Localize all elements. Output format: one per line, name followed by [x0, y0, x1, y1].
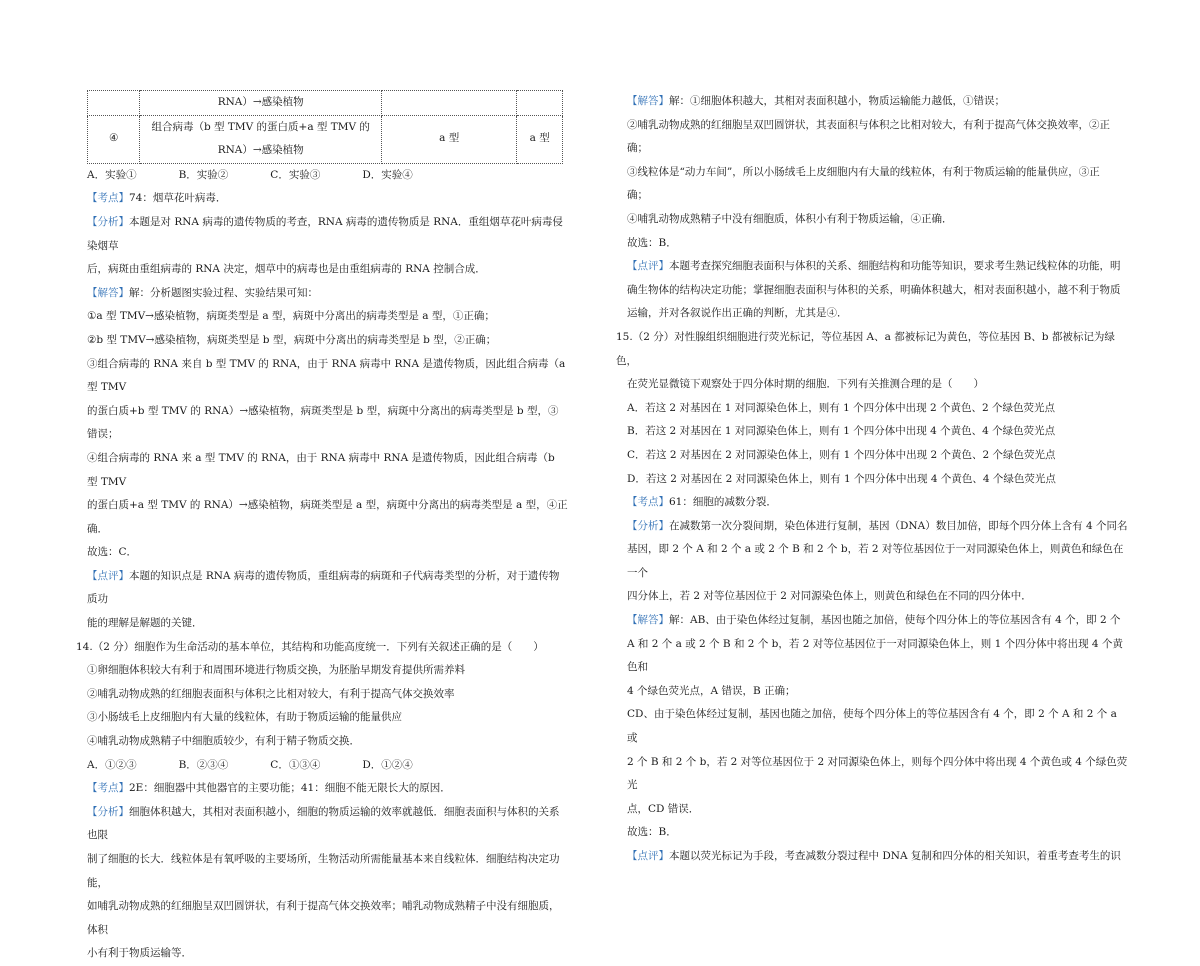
q15-dianping	[616, 845, 1128, 869]
text-line: 在荧光显微镜下观察处于四分体时期的细胞．下列有关推测合理的是（ ）	[627, 378, 984, 391]
text-line: ③小肠绒毛上皮细胞内有大量的线粒体，有助于物质运输的能量供应	[87, 711, 402, 724]
text-line: 四分体上，若 2 对等位基因位于 2 对同源染色体上，则黄色和绿色在不同的四分体中．	[627, 590, 1032, 603]
section-tag: 【考点】	[627, 496, 669, 509]
q13-dianping	[76, 565, 568, 612]
text-line: 如哺乳动物成熟的红细胞呈双凹圆饼状，有利于提高气体交换效率；哺乳动物成熟精子中没有细胞质，体积	[87, 900, 560, 936]
q15-jieda	[616, 609, 1128, 633]
section-text: 解：AB、由于染色体经过复制，基因也随之加倍，使每个四分体上的等位基因含有 4 个，即 2 个	[669, 614, 1121, 627]
experiment-table	[87, 90, 563, 164]
text-line: 的蛋白质+b 型 TMV 的 RNA）→感染植物，病斑类型是 b 型，病斑中分离出的病毒类型是 b 型，③错误；	[87, 404, 559, 441]
table-cell	[88, 91, 140, 116]
section-tag: 【解答】	[627, 95, 669, 107]
q14-kaodian	[76, 777, 568, 801]
section-tag: 【点评】	[627, 260, 669, 273]
section-tag: 【分析】	[87, 215, 129, 228]
section-text: 本题是对 RNA 病毒的遗传物质的考查，RNA 病毒的遗传物质是 RNA．重组烟草花叶病毒侵染烟草	[87, 215, 563, 252]
table-cell	[381, 91, 516, 116]
section-tag: 【考点】	[87, 782, 129, 795]
q15-kaodian	[616, 491, 1128, 515]
section-tag: 【解答】	[87, 286, 129, 299]
q14-stem: 14.（2 分）细胞作为生命活动的基本单位，其结构和功能高度统一．下列有关叙述正确的是（ ）	[76, 640, 544, 653]
text-line: A 和 2 个 a 或 2 个 B 和 2 个 b，若 2 对等位基因位于一对同源染色体上，则 1 个四分体中将出现 4 个黄色和	[627, 637, 1123, 674]
text-line: 确；	[627, 189, 648, 202]
text-line: ①a 型 TMV→感染植物，病斑类型是 a 型，病斑中分离出的病毒类型是 a 型，①正确；	[87, 310, 495, 323]
cell-line: RNA）→感染植物	[217, 144, 304, 157]
section-tag: 【点评】	[87, 569, 129, 582]
text-line: 后，病斑由重组病毒的 RNA 决定，烟草中的病毒也是由重组病毒的 RNA 控制合成．	[87, 263, 486, 276]
option-b: B．若这 2 对基因在 1 对同源染色体上，则有 1 个四分体中出现 4 个黄色、4 个绿色荧光点	[627, 425, 1056, 438]
answer-line: 故选：B．	[627, 236, 677, 249]
q14-jieda	[616, 90, 1128, 114]
section-tag: 【点评】	[627, 850, 669, 862]
table-cell	[140, 115, 381, 163]
section-tag: 【分析】	[627, 519, 669, 532]
text-line: 的蛋白质+a 型 TMV 的 RNA）→感染植物，病斑类型是 a 型，病斑中分离出的病毒类型是 a 型，④正确．	[87, 499, 568, 535]
text-line: 能的理解是解题的关键．	[87, 617, 203, 630]
text-line: CD、由于染色体经过复制，基因也随之加倍，使每个四分体上的等位基因含有 4 个，即 2 个 A 和 2 个 a 或	[627, 708, 1117, 745]
table-row	[88, 115, 563, 163]
table-cell: ④	[88, 115, 140, 163]
table-cell: a 型	[517, 115, 563, 163]
text-line: ②b 型 TMV→感染植物，病斑类型是 b 型，病斑中分离出的病毒类型是 b 型，②正确；	[87, 333, 497, 346]
section-text: 本题的知识点是 RNA 病毒的遗传物质，重组病毒的病斑和子代病毒类型的分析，对于遗传物质功	[87, 569, 560, 606]
left-column	[76, 0, 568, 966]
section-tag: 【考点】	[87, 192, 129, 205]
section-text: 本题考查探究细胞表面积与体积的关系、细胞结构和功能等知识，要求考生熟记线粒体的功能，明	[669, 260, 1121, 273]
text-line: 基因，即 2 个 A 和 2 个 a 或 2 个 B 和 2 个 b，若 2 对等位基因位于一对同源染色体上，则黄色和绿色在一个	[627, 543, 1124, 579]
option-d: D．若这 2 对基因在 2 对同源染色体上，则有 1 个四分体中出现 4 个黄色、4 个绿色荧光点	[627, 472, 1056, 485]
table-cell	[517, 91, 563, 116]
text-line: ④组合病毒的 RNA 来 a 型 TMV 的 RNA，由于 RNA 病毒中 RNA 是遗传物质，因此组合病毒（b 型 TMV	[87, 451, 555, 488]
answer-line: 故选：B．	[627, 826, 677, 839]
q13-fenxi	[76, 211, 568, 258]
section-text: 61：细胞的减数分裂．	[669, 496, 777, 509]
q15-stem: 15.（2 分）对性腺组织细胞进行荧光标记，等位基因 A、a 都被标记为黄色，等位基因 B、b 都被标记为绿色，	[616, 330, 1115, 367]
text-line: 4 个绿色荧光点，A 错误，B 正确；	[627, 684, 796, 697]
section-text: 74：烟草花叶病毒．	[129, 192, 227, 205]
text-line: ④哺乳动物成熟精子中细胞质较少，有利于精子物质交换．	[87, 735, 360, 748]
text-line: 运输，并对各叙说作出正确的判断，尤其是④．	[627, 307, 848, 320]
section-text: 解：①细胞体积越大，其相对表面积越小，物质运输能力越低，①错误；	[669, 95, 1005, 107]
q14-fenxi	[76, 801, 568, 848]
section-tag: 【解答】	[627, 614, 669, 627]
text-line: ③线粒体是“动力车间”，所以小肠绒毛上皮细胞内有大量的线粒体，有利于物质运输的能量供应，③正	[627, 165, 1100, 178]
table-row	[88, 91, 563, 116]
text-line: 制了细胞的长大．线粒体是有氧呼吸的主要场所，生物活动所需能量基本来自线粒体．细胞结构决定功能，	[87, 853, 560, 889]
text-line: ③组合病毒的 RNA 来自 b 型 TMV 的 RNA，由于 RNA 病毒中 RNA 是遗传物质，因此组合病毒（a 型 TMV	[87, 357, 566, 394]
option-c: C．若这 2 对基因在 2 对同源染色体上，则有 1 个四分体中出现 2 个黄色、2 个绿色荧光点	[627, 448, 1056, 461]
text-line: ④哺乳动物成熟精子中没有细胞质，体积小有利于物质运输，④正确．	[627, 212, 953, 225]
text-line: ②哺乳动物成熟的红细胞表面积与体积之比相对较大，有利于提高气体交换效率	[87, 687, 455, 700]
text-line: 确生物体的结构决定功能；掌握细胞表面积与体积的关系，明确体积越大，相对表面积越小，越不利于物质	[627, 283, 1121, 296]
q14-dianping	[616, 255, 1128, 279]
section-text: 解：分析题图实验过程、实验结果可知：	[129, 286, 318, 299]
text-line: 2 个 B 和 2 个 b，若 2 对等位基因位于 2 对同源染色体上，则每个四分体中将出现 4 个黄色或 4 个绿色荧光	[627, 755, 1128, 792]
table-cell: a 型	[381, 115, 516, 163]
table-cell: RNA）→感染植物	[140, 91, 381, 116]
section-text: 在减数第一次分裂间期，染色体进行复制，基因（DNA）数目加倍，即每个四分体上含有 4 个同名	[669, 519, 1128, 532]
answer-line: 故选：C．	[87, 546, 138, 559]
q13-options: A．实验① B．实验② C．实验③ D．实验④	[87, 168, 413, 181]
text-line: ②哺乳动物成熟的红细胞呈双凹圆饼状，其表面积与体积之比相对较大，有利于提高气体交换效率，②正	[627, 118, 1110, 131]
right-column	[616, 90, 1128, 869]
section-text: 2E：细胞器中其他器官的主要功能；41：细胞不能无限长大的原因．	[129, 782, 451, 795]
text-line: 确；	[627, 142, 648, 155]
q13-jieda	[76, 282, 568, 306]
cell-line: 组合病毒（b 型 TMV 的蛋白质+a 型 TMV 的	[151, 120, 370, 133]
section-text: 细胞体积越大，其相对表面积越小，细胞的物质运输的效率就越低．细胞表面积与体积的关系也限	[87, 805, 560, 842]
q13-kaodian	[76, 187, 568, 211]
text-line: 小有利于物质运输等．	[87, 947, 192, 960]
q15-fenxi	[616, 515, 1128, 539]
q14-options: A．①②③ B．②③④ C．①③④ D．①②④	[87, 758, 413, 771]
option-a: A．若这 2 对基因在 1 对同源染色体上，则有 1 个四分体中出现 2 个黄色、2 个绿色荧光点	[627, 401, 1056, 414]
text-line: ①卵细胞体积较大有利于和周围环境进行物质交换，为胚胎早期发育提供所需养料	[87, 664, 465, 677]
section-text: 本题以荧光标记为手段，考查减数分裂过程中 DNA 复制和四分体的相关知识，着重考查考生的识	[669, 850, 1121, 862]
section-tag: 【分析】	[87, 805, 129, 818]
text-line: 点，CD 错误．	[627, 802, 700, 815]
